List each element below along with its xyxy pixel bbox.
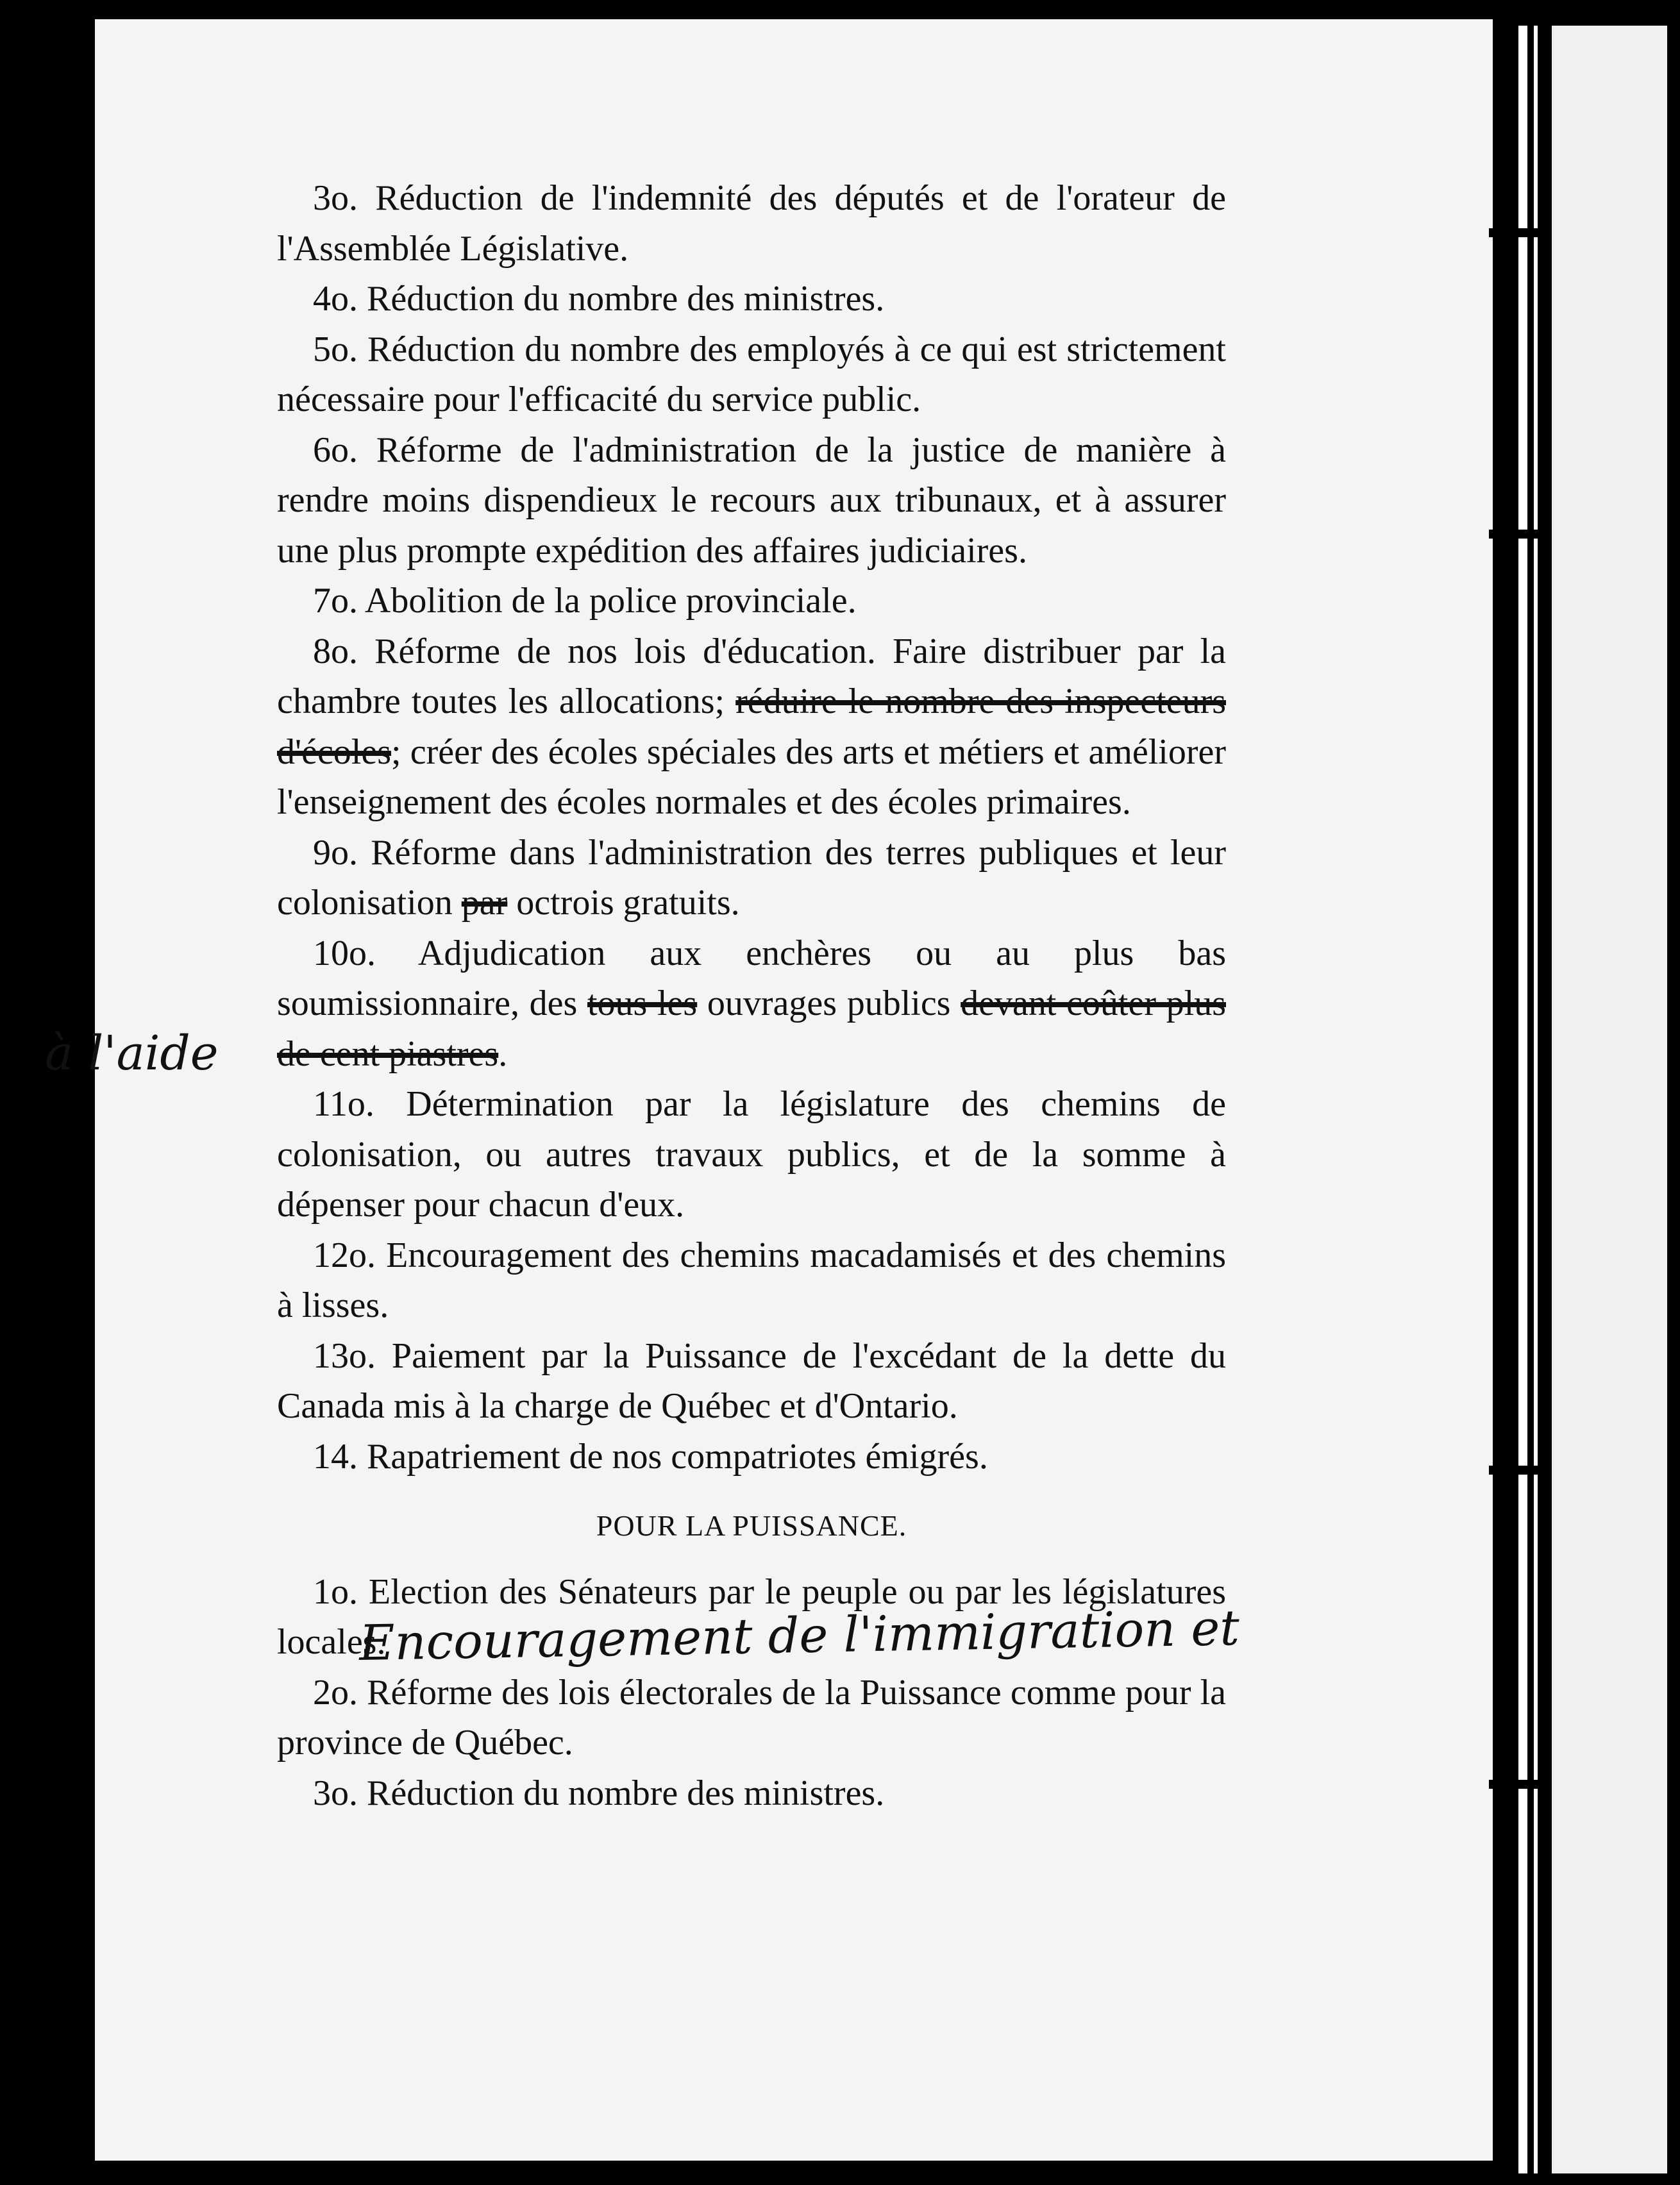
article-9-text: 9o. Réforme dans l'administration des terres publiques et leur colonisation bbox=[277, 832, 1226, 923]
article-10-text-end: . bbox=[498, 1034, 508, 1074]
article-10-text-mid: ouvrages publics bbox=[707, 984, 951, 1023]
document-body bbox=[277, 173, 1226, 1818]
article-3: 3o. Réduction de l'indemnité des députés et de l'orateur de l'Assemblée Législative. bbox=[277, 178, 1226, 269]
article-9-text-cont: octrois gratuits. bbox=[516, 883, 740, 923]
handwritten-margin-note: à l'aide bbox=[45, 1026, 219, 1081]
article-12: 12o. Encouragement des chemins macadamisés et des chemins à lisses. bbox=[277, 1235, 1226, 1325]
article-14: 14. Rapatriement de nos compatriotes émigrés. bbox=[313, 1436, 988, 1477]
struck-text: tous les bbox=[587, 984, 698, 1023]
left-margin-mark bbox=[0, 971, 6, 1023]
struck-text: réduire le nombre des inspecteurs d'écoles bbox=[277, 682, 1227, 772]
federal-article-2: 2o. Réforme des lois électorales de la Puissance comme pour la province de Québec. bbox=[277, 1672, 1226, 1762]
article-5: 5o. Réduction du nombre des employés à ce qui est strictement nécessaire pour l'efficacité du service public. bbox=[277, 329, 1226, 419]
struck-text: devant coûter plus de cent piastres bbox=[277, 984, 1227, 1074]
federal-article-3: 3o. Réduction du nombre des ministres. bbox=[313, 1773, 885, 1813]
article-8 bbox=[277, 626, 1226, 828]
binding-stitch bbox=[1489, 1780, 1547, 1789]
binding-stitch bbox=[1489, 1466, 1547, 1475]
article-6: 6o. Réforme de l'administration de la justice de manière à rendre moins dispendieux le recours aux tribunaux, et à assurer une plus prompte expédition des affaires judiciaires. bbox=[277, 430, 1226, 571]
article-13: 13o. Paiement par la Puissance de l'excédant de la dette du Canada mis à la charge de Québec et d'Ontario. bbox=[277, 1335, 1226, 1426]
binding-rail-inner bbox=[1534, 26, 1538, 2173]
article-8-text: 8o. Réforme de nos lois d'éducation. Faire distribuer par la chambre toutes les allocations; bbox=[277, 631, 1226, 721]
article-10-text: 10o. Adjudication aux enchères ou au plus bas soumissionnaire, des bbox=[277, 933, 1226, 1023]
article-11: 11o. Détermination par la législature des chemins de colonisation, ou autres travaux publics, et de la somme à dépenser pour chacun d'eux. bbox=[277, 1084, 1226, 1225]
federal-article-1: 1o. Election des Sénateurs par le peuple ou par les législatures locales. bbox=[277, 1571, 1226, 1662]
article-8-text-cont: ; créer des écoles spéciales des arts et métiers et améliorer l'enseignement des écoles normales et des écoles primaires. bbox=[277, 732, 1226, 822]
binding-rail bbox=[1518, 26, 1527, 2173]
article-10 bbox=[277, 928, 1226, 1080]
binding-stitch bbox=[1489, 228, 1547, 237]
facing-page-edge bbox=[1552, 26, 1667, 2173]
binding-stitch bbox=[1489, 530, 1547, 539]
binding-gutter bbox=[1494, 0, 1680, 2185]
handwritten-insertion: Encouragement de l'immigration et bbox=[358, 1599, 1240, 1671]
article-9 bbox=[277, 828, 1226, 928]
section-heading: POUR LA PUISSANCE. bbox=[596, 1509, 907, 1542]
struck-text: par bbox=[461, 883, 508, 923]
article-4: 4o. Réduction du nombre des ministres. bbox=[313, 279, 885, 319]
article-7: 7o. Abolition de la police provinciale. bbox=[313, 581, 857, 621]
